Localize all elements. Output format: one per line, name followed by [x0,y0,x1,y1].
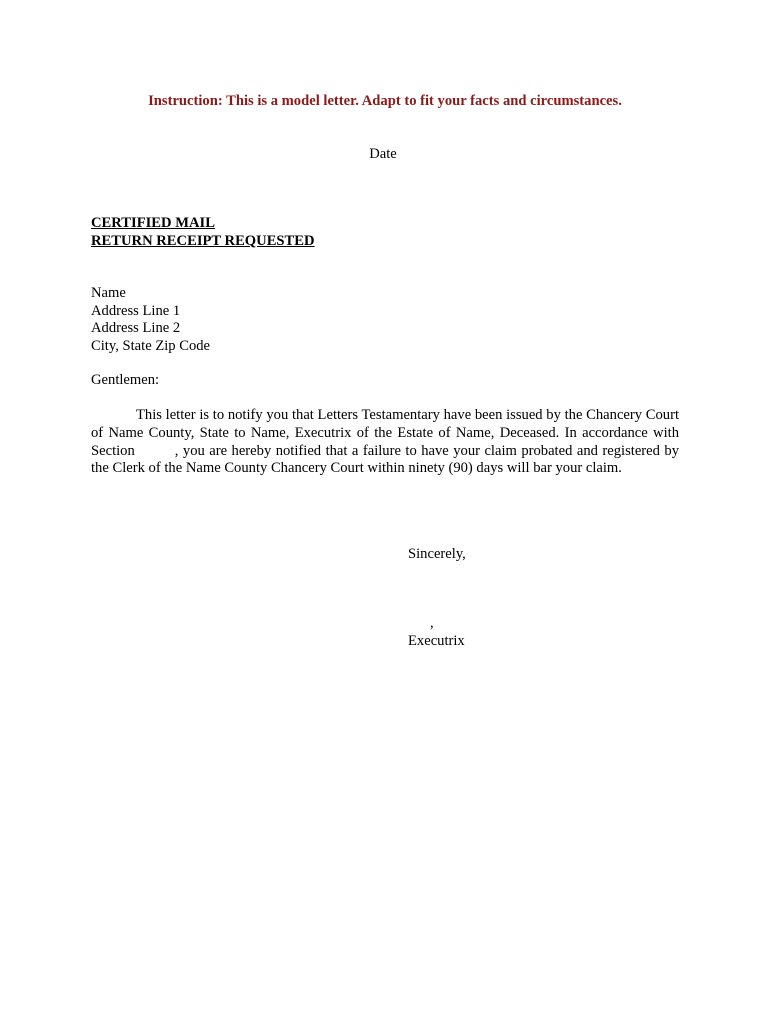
signature-comma: , [430,615,434,631]
letter-date: Date [369,146,397,162]
body-part-2: , you are hereby notified that a failure to have your claim probated and registered by the Clerk of the Name County Chancery Court within ninety (90) days will bar your claim. [91,442,679,477]
letter-body [91,407,679,478]
address-line-1: Address Line 1 [91,302,181,319]
signature-title: Executrix [408,633,465,649]
return-receipt-label: RETURN RECEIPT REQUESTED [91,233,315,249]
instruction-note: Instruction: This is a model letter. Adapt to fit your facts and circumstances. [148,93,622,109]
certified-mail-label: CERTIFIED MAIL [91,215,215,231]
address-line-2: Address Line 2 [91,320,181,337]
mailing-method [91,214,315,250]
salutation: Gentlemen: [91,372,160,388]
recipient-address [91,285,210,355]
body-part-1: This letter is to notify you that Letters Testamentary have been issued by the Chancery Court of Name County, State to Name, Executrix of the Estate of Name, Deceased. In accordance with Section [91,407,679,459]
closing: Sincerely, [408,546,466,562]
city-state-zip: City, State Zip Code [91,337,211,354]
recipient-name: Name [91,285,126,301]
